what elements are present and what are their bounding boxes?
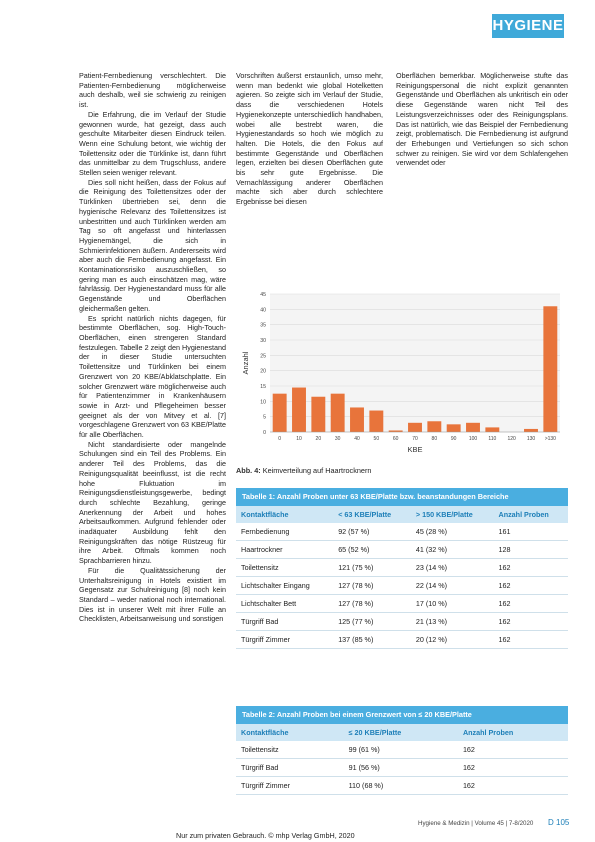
table-1-title: Tabelle 1: Anzahl Proben unter 63 KBE/Platte bzw. beanstandungen Bereiche <box>236 488 568 506</box>
y-tick-label: 45 <box>260 292 266 298</box>
paragraph: Vorschriften äußerst erstaunlich, umso mehr, wenn man bedenkt wie global Hotelketten agieren. So zeigte sich im Verlauf der Studie, dass die verschiedenen Hotels Hygienekonzepte unterschiedlich handhaben, wobei alle bestrebt waren, die Hygienestandards so hoch wie möglich zu halten. Die Hotels, die den Fokus auf bestimmte Gegenstände und Oberflächen legen, erzielten bei diesen Oberflächen gute bis sehr gute Ergebnisse. Die Vernachlässigung anderer Oberflächen machte sich aber durch schlechtere Ergebnisse bei diesen <box>236 71 383 207</box>
table-1-cell: Fernbedienung <box>236 523 333 541</box>
bar <box>543 306 557 432</box>
table-1-cell: 162 <box>494 613 569 631</box>
bar <box>331 394 345 432</box>
y-tick-label: 5 <box>263 414 266 421</box>
x-tick-label: >130 <box>544 436 556 442</box>
table-2-cell: Türgriff Zimmer <box>236 777 344 795</box>
bar <box>485 427 499 432</box>
table-1-cell: 162 <box>494 595 569 613</box>
table-1 <box>236 488 568 649</box>
table-1-header: Kontaktfläche <box>236 506 333 523</box>
figure-caption <box>236 466 371 475</box>
paragraph: Patient-Fernbedienung verschlechtert. Die Patienten-Fernbedienung möglicherweise auch deshalb, weil sie schwierig zu reinigen ist. <box>79 71 226 110</box>
bar <box>311 397 325 432</box>
table-1-cell: 45 (28 %) <box>411 523 494 541</box>
table-1-cell: Lichtschalter Bett <box>236 595 333 613</box>
x-tick-label: 110 <box>488 436 497 442</box>
paragraph: Dies soll nicht heißen, dass der Fokus auf die Reinigung des Toilettensitzes oder der Türklinken übertrieben sei, denn die hygienische Relevanz des Toilettensitzes ist unbestritten und auch Türklinken werden am Tag so oft angefasst und hinterlassen Hygienemängel, die sich in Schmierinfektionen äußern. Andererseits wird aber auch die Fernbedienung angefasst. Ein Kontaminationsrisiko auszuschließen, so gering man es auch einschätzen mag, wäre fahrlässig. Der Hygienestandard muss für alle Gegenstände und Oberflächen gleichermaßen gelten. <box>79 177 226 313</box>
paragraph: Die Erfahrung, die im Verlauf der Studie gewonnen wurde, hat gezeigt, dass auch geschulte Mitarbeiter diesen Eindruck teilen. Wenn eine Schulung betont, wie wichtig der Toilettensitz oder die Türklinke ist, dann führt das unmittelbar zu dem Trugschluss, andere Stellen seien weniger relevant. <box>79 109 226 178</box>
table-row <box>236 523 568 541</box>
x-tick-label: 100 <box>468 436 478 442</box>
table-2-cell: 110 (68 %) <box>344 777 458 795</box>
bar <box>350 407 364 432</box>
table-1-cell: 125 (77 %) <box>333 613 411 631</box>
figure-caption-text: Keimverteilung auf Haartrocknern <box>262 466 372 475</box>
table-1-cell: 161 <box>494 523 569 541</box>
table-1-cell: Haartrockner <box>236 541 333 559</box>
bar <box>524 429 538 432</box>
paragraph: Oberflächen bemerkbar. Möglicherweise stufte das Reinigungspersonal die nicht explizit genannten Gegenstände und Oberflächen als unkritisch ein oder diese Gegenstände waren nicht Teil des Leistungsverzeichnisses oder des Reinigungsplans. Das ist natürlich, wie das Beispiel der Fernbedienung zeigt, problematisch. Die Fernbedienung ist aufgrund der Erhebungen und Vertiefungen so sich schon schwer zu reinigen. Sie wird vor dem Schlafengehen verwendet oder <box>396 71 568 168</box>
table-1-cell: Türgriff Zimmer <box>236 631 333 649</box>
table-row <box>236 741 568 759</box>
table-2-title: Tabelle 2: Anzahl Proben bei einem Grenzwert von ≤ 20 KBE/Platte <box>236 706 568 724</box>
bar <box>292 388 306 432</box>
x-tick-label: 50 <box>373 436 380 442</box>
x-tick-label: 10 <box>296 436 302 442</box>
table-2-header: ≤ 20 KBE/Platte <box>344 724 458 741</box>
paragraph: Für die Qualitätssicherung der Unterhaltsreinigung in Hotels existiert im Gegensatz zur Schulreinigung [8] noch kein Standard – weder national noch international. Dies ist in unserer Welt mit ihrer Fülle an Checklisten, Arbeitsanweisung und sonstigen <box>79 565 226 624</box>
table-1-header: < 63 KBE/Platte <box>333 506 411 523</box>
table-1-cell: 121 (75 %) <box>333 559 411 577</box>
table-row <box>236 613 568 631</box>
x-tick-label: 120 <box>507 436 516 442</box>
y-tick-label: 40 <box>260 307 266 314</box>
bar <box>273 394 287 432</box>
table-1-cell: 162 <box>494 631 569 649</box>
table-1-header: Anzahl Proben <box>494 506 569 523</box>
table-row <box>236 577 568 595</box>
table-1-cell: 20 (12 %) <box>411 631 494 649</box>
table-2-cell: Toilettensitz <box>236 741 344 759</box>
y-tick-label: 10 <box>260 399 266 406</box>
table-row <box>236 541 568 559</box>
table-1-cell: 127 (78 %) <box>333 577 411 595</box>
table-2-header: Anzahl Proben <box>458 724 568 741</box>
table-1-cell: Lichtschalter Eingang <box>236 577 333 595</box>
journal-logo: HYGIENE <box>492 14 564 38</box>
table-1-cell: 23 (14 %) <box>411 559 494 577</box>
table-1-header: > 150 KBE/Platte <box>411 506 494 523</box>
table-1-cell: 92 (57 %) <box>333 523 411 541</box>
x-tick-label: 40 <box>354 436 360 442</box>
x-tick-label: 30 <box>334 436 341 442</box>
bar <box>427 421 441 432</box>
x-tick-label: 130 <box>526 436 536 442</box>
figure-caption-label: Abb. 4: <box>236 466 261 475</box>
table-2 <box>236 706 568 795</box>
table-1-cell: 162 <box>494 559 569 577</box>
table-1-cell: 22 (14 %) <box>411 577 494 595</box>
table-row <box>236 559 568 577</box>
table-1-cell: 21 (13 %) <box>411 613 494 631</box>
bar <box>408 423 422 432</box>
table-row <box>236 759 568 777</box>
table-1-cell: 162 <box>494 577 569 595</box>
table-2-cell: 162 <box>458 777 568 795</box>
x-tick-label: 0 <box>278 436 282 442</box>
x-tick-label: 60 <box>392 436 399 442</box>
x-tick-label: 70 <box>412 436 418 442</box>
table-1-cell: 17 (10 %) <box>411 595 494 613</box>
bar <box>369 411 383 432</box>
y-tick-label: 0 <box>263 430 266 436</box>
bar-chart-keimverteilung <box>236 286 568 458</box>
y-axis-label: Anzahl <box>241 351 250 375</box>
table-2-cell: 91 (56 %) <box>344 759 458 777</box>
table-row <box>236 595 568 613</box>
table-1-cell: 128 <box>494 541 569 559</box>
table-2-header: Kontaktfläche <box>236 724 344 741</box>
y-tick-label: 25 <box>260 353 266 360</box>
table-row <box>236 777 568 795</box>
table-2-cell: Türgriff Bad <box>236 759 344 777</box>
table-1-cell: Toilettensitz <box>236 559 333 577</box>
y-tick-label: 30 <box>260 338 266 344</box>
table-2-cell: 162 <box>458 759 568 777</box>
x-axis-label: KBE <box>407 445 423 454</box>
y-tick-label: 15 <box>260 384 266 390</box>
table-2-cell: 99 (61 %) <box>344 741 458 759</box>
table-1-cell: 65 (52 %) <box>333 541 411 559</box>
table-1-cell: 137 (85 %) <box>333 631 411 649</box>
page-number: D 105 <box>548 818 570 827</box>
table-2-cell: 162 <box>458 741 568 759</box>
table-1-cell: Türgriff Bad <box>236 613 333 631</box>
y-tick-label: 20 <box>260 368 266 375</box>
bar <box>466 423 480 432</box>
paragraph: Nicht standardisierte oder mangelnde Schulungen sind ein Teil des Problems. Ein anderer Teil des Problems, das die Reinigungsqualität beeinflusst, ist die recht hohe Fluktuation im Reinigungsdienstleistungsgewerbe, bedingt durch schlechte Bezahlung, geringe Anerkennung der Arbeit und hohes Arbeitsaufkommen. Aufgrund fehlender oder inadäquater Ausbildung fehlt den Reinigungskräften das nötige Rüstzeug für ihre Arbeit. Oftmals kommen noch Sprachbarrieren hinzu. <box>79 439 226 566</box>
text-column-3 <box>396 71 568 168</box>
x-tick-label: 80 <box>431 436 438 442</box>
text-column-2 <box>236 71 383 207</box>
copyright-note: Nur zum privaten Gebrauch. © mhp Verlag GmbH, 2020 <box>176 831 355 840</box>
table-1-cell: 127 (78 %) <box>333 595 411 613</box>
x-tick-label: 20 <box>315 436 322 442</box>
y-tick-label: 35 <box>260 322 266 329</box>
bar <box>447 424 461 432</box>
x-tick-label: 90 <box>450 436 457 442</box>
paragraph: Es spricht natürlich nichts dagegen, für bestimmte Oberflächen, sog. High-Touch-Oberflächen, einen strengeren Standard festzulegen. Tabelle 2 zeigt den Hygienestand der in dieser Studie untersuchten Toilettensitze und Türklinken bei einem Grenzwert von 20 KBE/Abklatschplatte. Ein solcher Grenzwert wäre möglicherweise auch für Patientenzimmer in Krankenhäusern sowie in Arzt- und Pflegeheimen besser geeignet als der von Mitvey et al. [7] vorgeschlagene Grenzwert von 63 KBE/Platte für alle Oberflächen. <box>79 313 226 440</box>
table-row <box>236 631 568 649</box>
text-column-1 <box>79 71 226 624</box>
journal-source: Hygiene & Medizin | Volume 45 | 7-8/2020 <box>418 820 534 827</box>
table-1-cell: 41 (32 %) <box>411 541 494 559</box>
